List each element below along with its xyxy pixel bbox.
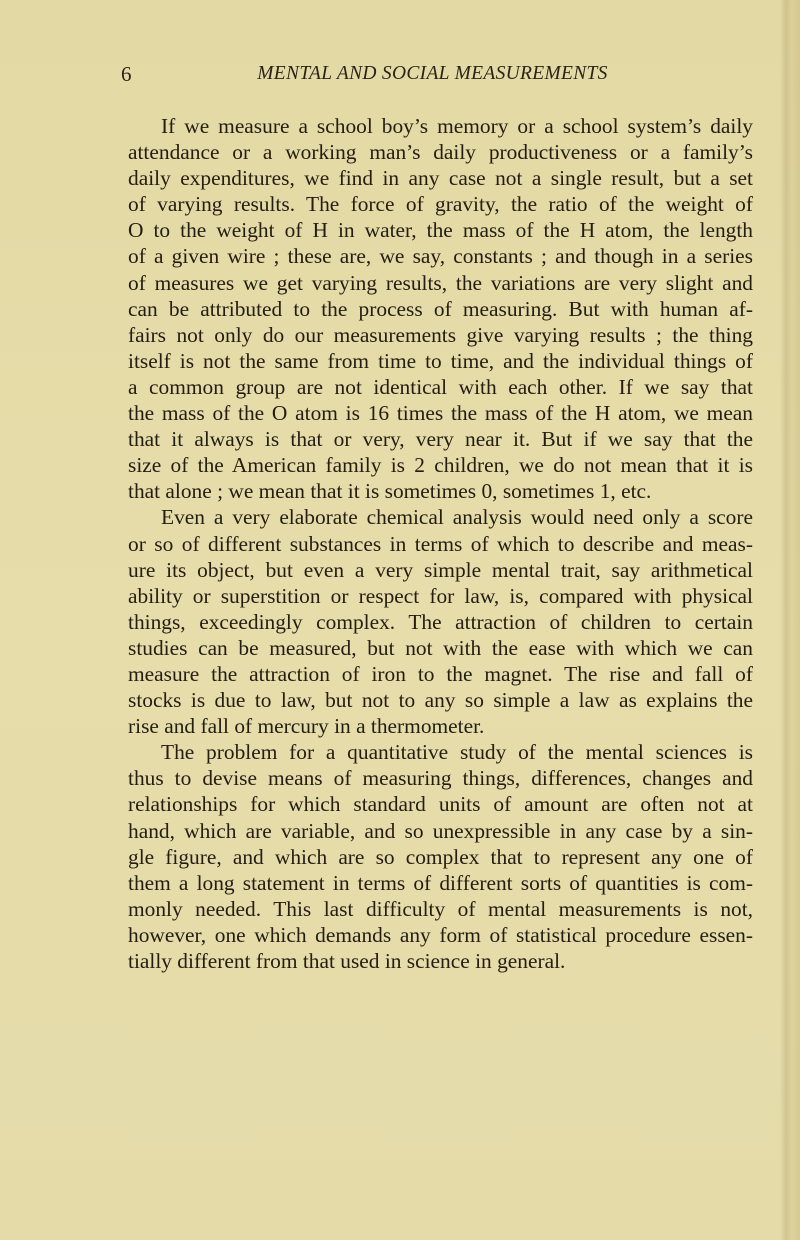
text-line: daily expenditures, we find in any case not a single result, but a set — [128, 166, 753, 191]
text-line: hand, which are variable, and so unexpressible in any case by a sin- — [128, 818, 753, 843]
text-line: If we measure a school boy’s memory or a school system’s daily — [161, 114, 753, 138]
text-line: thus to devise means of measuring things, differences, changes and — [128, 766, 753, 791]
text-line: of measures we get varying results, the variations are very slight and — [128, 270, 753, 295]
text-line: measure the attraction of iron to the magnet. The rise and fall of — [128, 661, 753, 686]
text-line: ure its object, but even a very simple mental trait, say arithmetical — [128, 557, 753, 582]
text-line: the mass of the O atom is 16 times the mass of the H atom, we mean — [128, 401, 753, 426]
paragraph-1 — [128, 113, 753, 504]
text-line: itself is not the same from time to time, and the individual things of — [128, 348, 753, 373]
running-head-title: MENTAL AND SOCIAL MEASUREMENTS — [257, 63, 608, 84]
text-line: attendance or a working man’s daily productiveness or a family’s — [128, 140, 753, 165]
text-line: studies can be measured, but not with the ease with which we can — [128, 635, 753, 660]
text-line: Even a very elaborate chemical analysis would need only a score — [161, 505, 753, 530]
text-line: gle figure, and which are so complex that to represent any one of — [128, 844, 753, 869]
running-head — [0, 60, 800, 90]
text-line: monly needed. This last difficulty of mental measurements is not, — [128, 896, 753, 921]
text-line: that alone ; we mean that it is sometimes 0, sometimes 1, etc. — [128, 479, 652, 504]
text-line: a common group are not identical with each other. If we say that — [128, 374, 753, 399]
text-line: rise and fall of mercury in a thermometer. — [128, 714, 485, 739]
body-text — [128, 113, 753, 974]
paragraph-3 — [128, 739, 753, 974]
text-line: stocks is due to law, but not to any so simple a law as explains the — [128, 688, 753, 713]
page-number: 6 — [121, 62, 132, 86]
text-line: that it always is that or very, very near it. But if we say that the — [128, 427, 753, 452]
text-line: The problem for a quantitative study of the mental sciences is — [161, 740, 753, 765]
paragraph-2 — [128, 504, 753, 739]
text-line: size of the American family is 2 children, we do not mean that it is — [128, 453, 753, 478]
text-line: of a given wire ; these are, we say, constants ; and though in a series — [128, 244, 753, 269]
text-line: ability or superstition or respect for law, is, compared with physical — [128, 583, 753, 608]
text-line: things, exceedingly complex. The attraction of children to certain — [128, 609, 753, 634]
text-line: them a long statement in terms of different sorts of quantities is com- — [128, 870, 753, 895]
text-line: fairs not only do our measurements give varying results ; the thing — [128, 322, 753, 347]
text-line: can be attributed to the process of measuring. But with human af- — [128, 296, 753, 321]
text-line: or so of different substances in terms of which to describe and meas- — [128, 531, 753, 556]
text-line: relationships for which standard units of amount are often not at — [128, 792, 753, 817]
text-line: however, one which demands any form of statistical procedure essen- — [128, 922, 753, 947]
text-line: O to the weight of H in water, the mass of the H atom, the length — [128, 218, 753, 243]
text-line: tially different from that used in science in general. — [128, 949, 566, 973]
text-line: of varying results. The force of gravity, the ratio of the weight of — [128, 192, 753, 217]
